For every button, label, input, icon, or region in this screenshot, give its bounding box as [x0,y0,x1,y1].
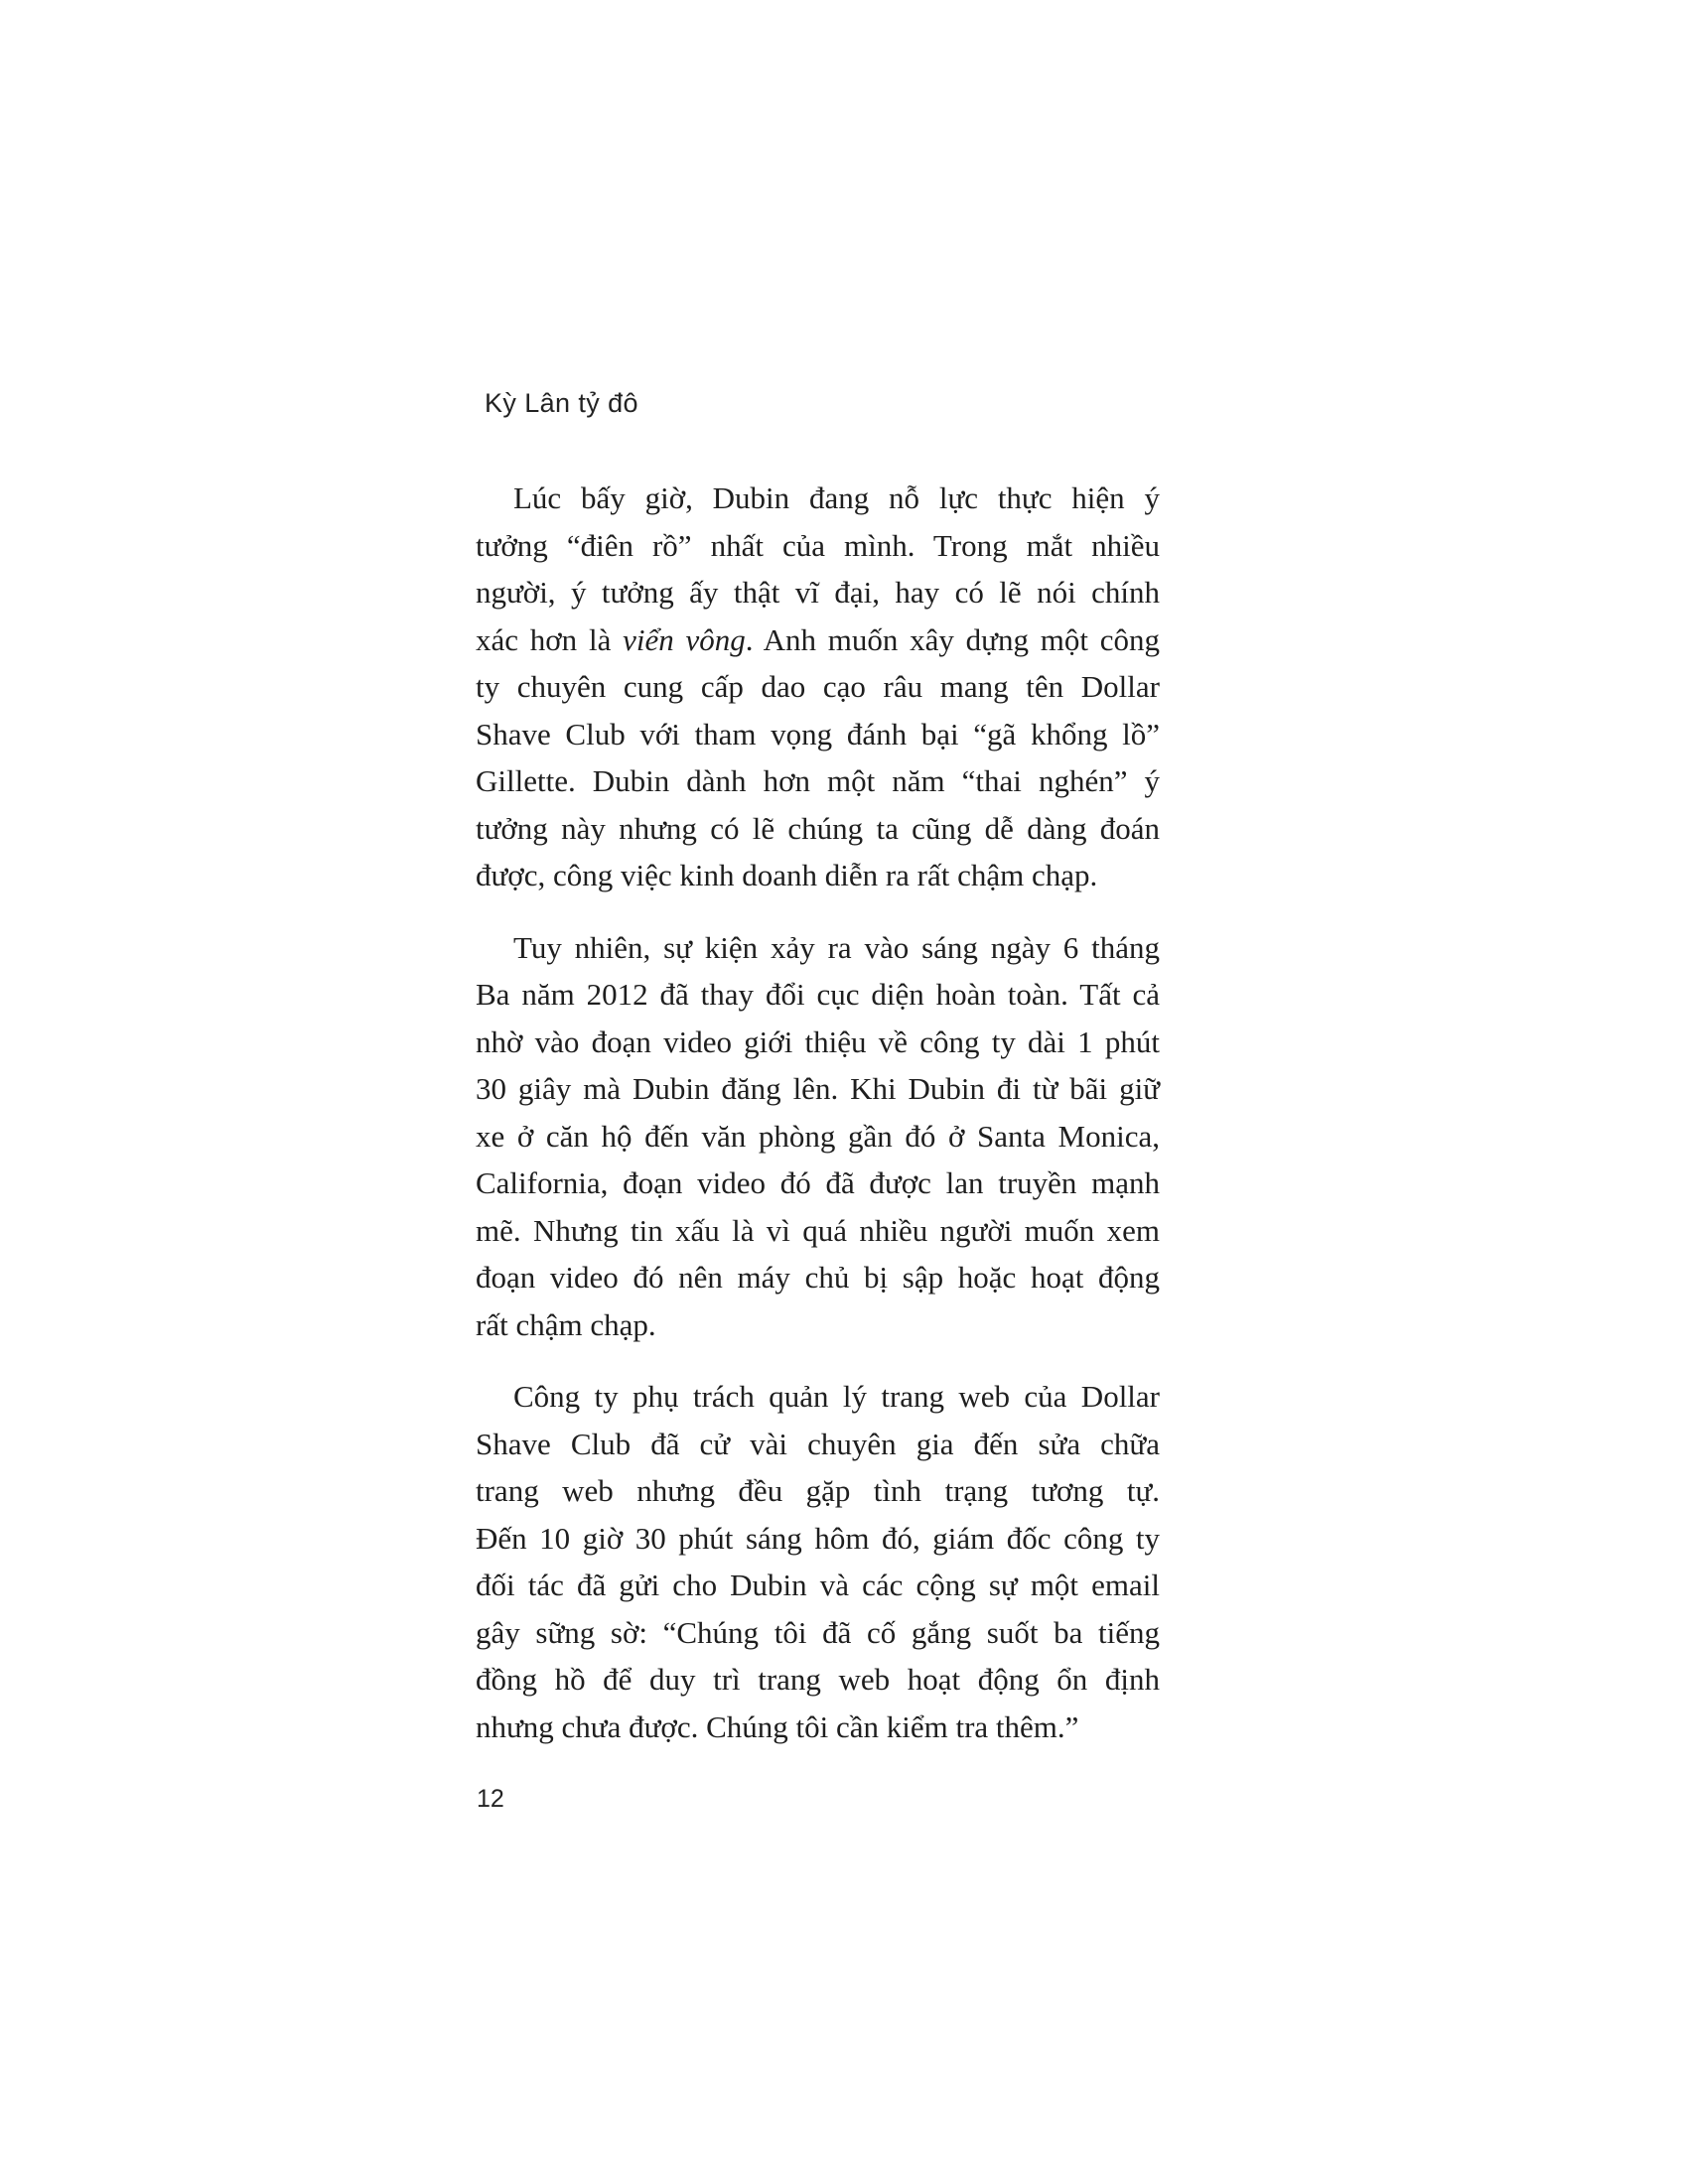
text-segment: Đến 10 giờ 30 phút sáng hôm đó, giám đốc công ty [476,1520,1160,1556]
text-line [476,663,1160,711]
text-line [476,1656,1160,1704]
text-line [476,971,1160,1019]
text-line [476,1515,1160,1563]
text-segment: Tuy nhiên, sự kiện xảy ra vào sáng ngày 6 tháng [513,929,1160,965]
text-segment: Shave Club với tham vọng đánh bại “gã khổng lồ” [476,716,1160,751]
text-line [476,852,1160,899]
text-segment: Công ty phụ trách quản lý trang web của Dollar [513,1379,1160,1414]
paragraph [476,475,1160,899]
text-segment: Lúc bấy giờ, Dubin đang nỗ lực thực hiện ý [513,480,1160,515]
text-segment: California, đoạn video đó đã được lan truyền mạnh [476,1165,1160,1200]
text-line [476,1065,1160,1113]
running-head: Kỳ Lân tỷ đô [485,388,638,418]
text-segment: được, công việc kinh doanh diễn ra rất chậm chạp. [476,858,1098,892]
text-line [476,1704,1160,1751]
text-segment: tưởng “điên rồ” nhất của mình. Trong mắt nhiều [476,527,1160,563]
text-segment: 30 giây mà Dubin đăng lên. Khi Dubin đi từ bãi giữ [476,1071,1160,1106]
text-line [476,805,1160,853]
text-segment: gây sững sờ: “Chúng tôi đã cố gắng suốt ba tiếng [476,1614,1160,1650]
text-segment: . Anh muốn xây dựng một công [745,621,1160,657]
text-line [476,1609,1160,1657]
text-line [476,1254,1160,1301]
text-segment: nhưng chưa được. Chúng tôi cần kiểm tra thêm.” [476,1708,1079,1744]
text-segment: người, ý tưởng ấy thật vĩ đại, hay có lẽ nói chính [476,575,1160,610]
paragraph [476,1373,1160,1750]
text-segment: tưởng này nhưng có lẽ chúng ta cũng dễ dàng đoán [476,810,1160,846]
text-segment: xác hơn là [476,621,624,657]
text-line [476,1562,1160,1609]
text-line [476,1373,1160,1421]
text-segment: trang web nhưng đều gặp tình trạng tương tự. [476,1473,1160,1508]
text-line [476,475,1160,522]
text-segment: nhờ vào đoạn video giới thiệu về công ty dài 1 phút [476,1024,1160,1059]
text-segment: Gillette. Dubin dành hơn một năm “thai nghén” ý [476,763,1160,798]
text-line [476,616,1160,664]
text-line [476,522,1160,570]
text-segment: Shave Club đã cử vài chuyên gia đến sửa chữa [476,1426,1160,1461]
text-line [476,924,1160,972]
text-line [476,1160,1160,1207]
text-segment: đồng hồ để duy trì trang web hoạt động ổn định [476,1662,1160,1697]
text-segment: đối tác đã gửi cho Dubin và các cộng sự một email [476,1568,1160,1602]
body-text [476,475,1160,1750]
paragraph [476,924,1160,1349]
page-number: 12 [477,1785,504,1813]
text-segment: rất chậm chạp. [476,1306,656,1342]
text-line [476,1019,1160,1066]
text-line [476,569,1160,616]
text-line [476,711,1160,758]
text-segment: Ba năm 2012 đã thay đổi cục diện hoàn toàn. Tất cả [476,977,1160,1012]
italic-text: viển vông [623,621,746,657]
text-line [476,757,1160,805]
text-segment: đoạn video đó nên máy chủ bị sập hoặc hoạt động [476,1260,1160,1295]
text-segment: mẽ. Nhưng tin xấu là vì quá nhiều người muốn xem [476,1212,1160,1248]
text-line [476,1113,1160,1160]
text-line [476,1207,1160,1255]
text-line [476,1301,1160,1349]
text-line [476,1467,1160,1515]
text-segment: xe ở căn hộ đến văn phòng gần đó ở Santa Monica, [476,1118,1160,1154]
text-line [476,1421,1160,1468]
text-segment: ty chuyên cung cấp dao cạo râu mang tên Dollar [476,669,1160,704]
